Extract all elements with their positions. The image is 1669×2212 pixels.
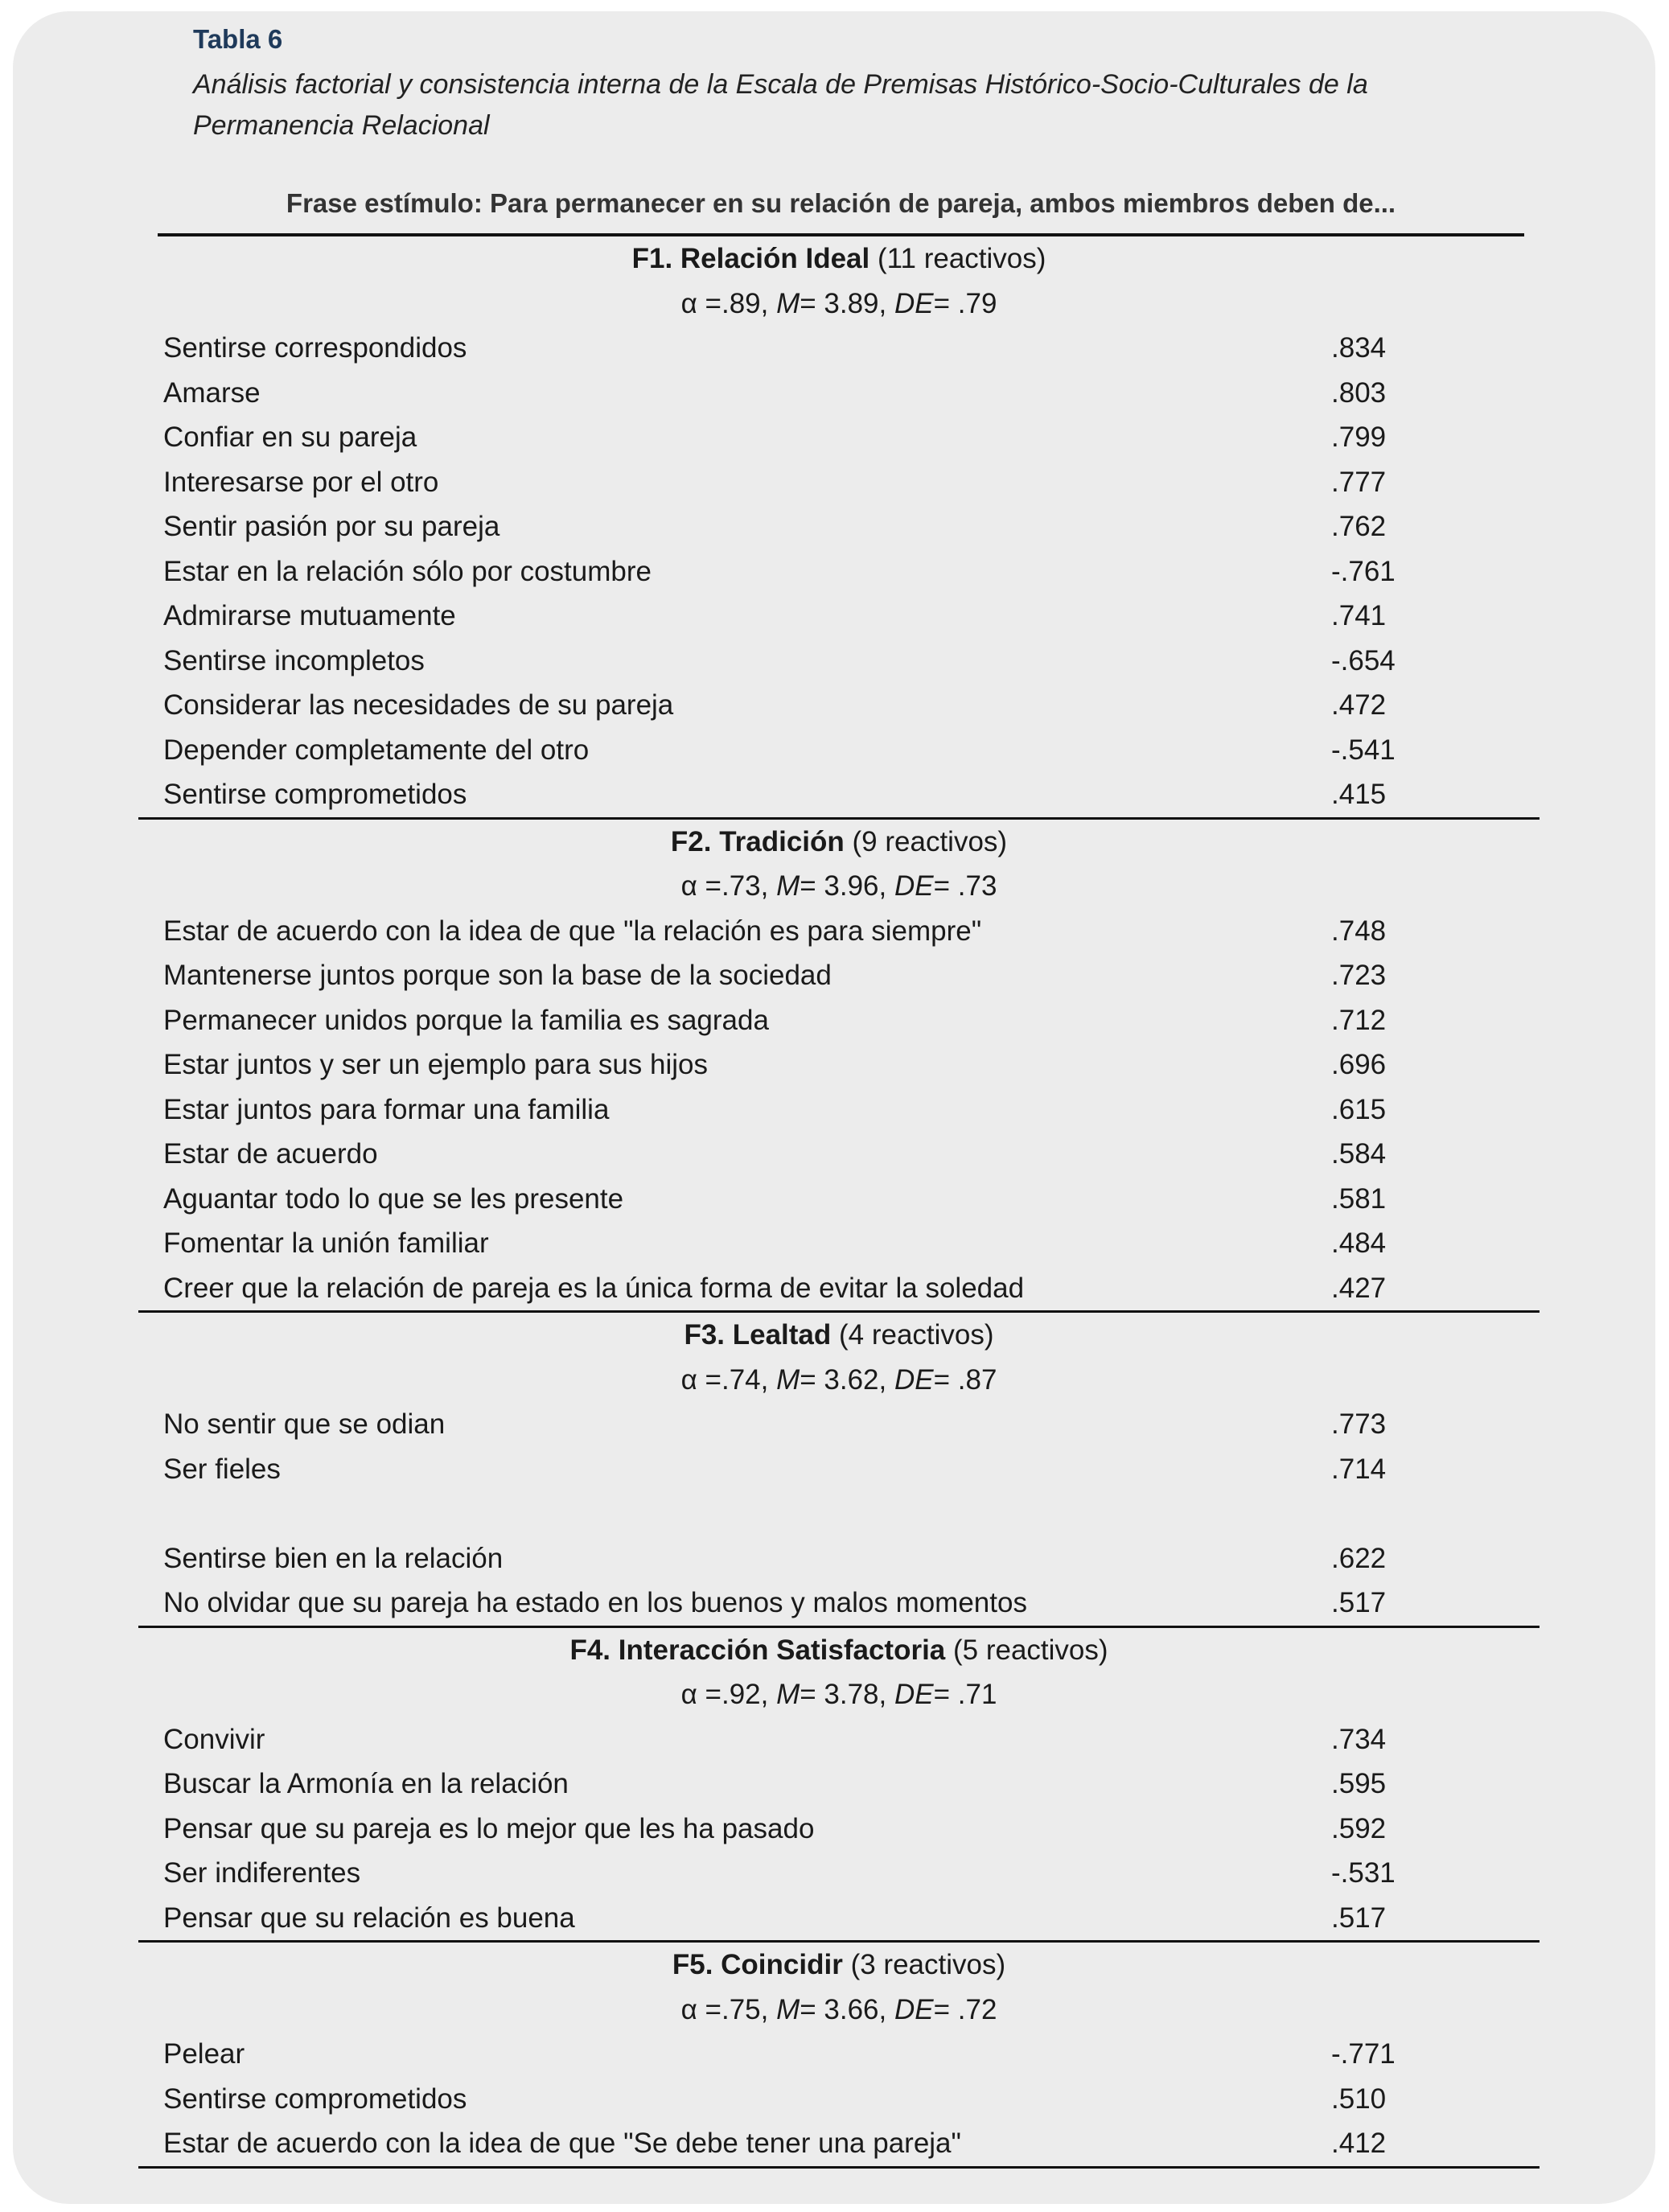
mean-label: M (776, 870, 800, 902)
table-row (138, 1536, 1540, 1581)
factor-loading: .762 (1331, 511, 1387, 542)
item-label: Estar de acuerdo con la idea de que "Se debe tener una pareja" (163, 2128, 961, 2159)
table-row (138, 1762, 1540, 1807)
mean-value: 3.62 (824, 1363, 879, 1396)
item-label: Mantenerse juntos porque son la base de la sociedad (163, 960, 832, 991)
mean-value: 3.66 (824, 1993, 879, 2025)
mean-value: 3.78 (824, 1679, 879, 1710)
table-row (138, 1581, 1540, 1626)
factor-loading: .834 (1331, 332, 1387, 364)
factor-header (138, 1628, 1540, 1673)
factor-stats: α =.89, M= 3.89, DE= .79 (680, 287, 997, 319)
table-row (138, 953, 1540, 998)
sd-value: .72 (957, 1993, 997, 2025)
factor-loading: .741 (1331, 600, 1387, 631)
factor-table (138, 236, 1540, 2169)
item-label: Aguantar todo lo que se les presente (163, 1182, 624, 1215)
item-label: Permanecer unidos porque la familia es sagrada (163, 1004, 769, 1036)
mean-label: M (776, 1363, 800, 1396)
factor-name: F3. Lealtad (684, 1319, 832, 1351)
factor-stats: α =.73, M= 3.96, DE= .73 (680, 870, 997, 902)
mean-label: M (776, 1679, 800, 1710)
sd-value: .79 (957, 287, 997, 319)
factor-loading: .517 (1331, 1587, 1387, 1618)
factor-loading: .592 (1331, 1812, 1387, 1844)
alpha-value: .92 (721, 1679, 761, 1710)
table-row (138, 2032, 1540, 2077)
factor-stats: α =.92, M= 3.78, DE= .71 (680, 1679, 997, 1710)
table-row (138, 998, 1540, 1043)
factor-loading: .412 (1331, 2128, 1387, 2159)
item-label: Interesarse por el otro (163, 466, 439, 498)
sd-value: .73 (957, 870, 997, 902)
item-label: Ser fieles (163, 1453, 281, 1485)
table-row (138, 2077, 1540, 2122)
table-row (138, 1851, 1540, 1896)
factor-stats: α =.75, M= 3.66, DE= .72 (680, 1993, 997, 2025)
alpha-label: α = (680, 1363, 721, 1396)
item-label: Fomentar la unión familiar (163, 1227, 489, 1259)
alpha-label: α = (680, 287, 721, 319)
item-label: Amarse (163, 376, 261, 409)
mean-label: M (776, 1993, 800, 2025)
factor-loading: .622 (1331, 1542, 1387, 1574)
table-row (138, 460, 1540, 505)
sd-label: DE (894, 287, 934, 319)
factor-loading: .472 (1331, 689, 1387, 721)
table-row (138, 639, 1540, 684)
factor-item-count: (5 reactivos) (953, 1634, 1108, 1666)
factor-loading: .748 (1331, 915, 1387, 947)
factor-loading: -.771 (1331, 2038, 1396, 2070)
sd-value: .71 (957, 1679, 997, 1710)
factor-loading: -.541 (1331, 734, 1396, 766)
mean-value: 3.96 (824, 870, 879, 902)
table-row (138, 326, 1540, 371)
factor-header (138, 1313, 1540, 1358)
factor-loading: .427 (1331, 1272, 1387, 1304)
item-label: Pensar que su pareja es lo mejor que les ha pasado (163, 1812, 815, 1844)
table-row (138, 1042, 1540, 1087)
factor-name: F2. Tradición (670, 825, 845, 857)
factor-item-count: (3 reactivos) (850, 1949, 1006, 1980)
item-label: Estar en la relación sólo por costumbre (163, 555, 652, 587)
sd-value: .87 (957, 1363, 997, 1396)
factor-loading: .510 (1331, 2082, 1387, 2115)
factor-loading: .803 (1331, 376, 1387, 409)
mean-label: M (776, 287, 800, 319)
factor-loading: -.531 (1331, 1857, 1396, 1889)
factor-name: F1. Relación Ideal (631, 243, 870, 274)
factor-loading: .517 (1331, 1902, 1387, 1934)
alpha-value: .73 (721, 870, 761, 902)
table-row (138, 728, 1540, 773)
item-label: Sentirse comprometidos (163, 779, 467, 810)
table-row (138, 1177, 1540, 1222)
item-label: Confiar en su pareja (163, 421, 417, 453)
sd-label: DE (894, 1363, 934, 1396)
factor-loading: .484 (1331, 1227, 1387, 1259)
factor-loading: -.654 (1331, 644, 1396, 676)
table-row (138, 1896, 1540, 1941)
alpha-value: .89 (721, 287, 761, 319)
item-label: Estar juntos para formar una familia (163, 1093, 610, 1125)
item-label: Ser indiferentes (163, 1857, 361, 1889)
table-row (138, 1087, 1540, 1133)
table-row (138, 371, 1540, 416)
item-label: No olvidar que su pareja ha estado en los buenos y malos momentos (163, 1587, 1027, 1618)
alpha-label: α = (680, 1993, 721, 2025)
factor-loading: -.761 (1331, 555, 1396, 587)
factor-loading: .723 (1331, 960, 1387, 991)
table-row (138, 1221, 1540, 1266)
table-row (138, 1447, 1540, 1492)
factor-header (138, 236, 1540, 282)
factor-item-count: (4 reactivos) (839, 1319, 994, 1351)
alpha-label: α = (680, 1679, 721, 1710)
factor-loading: .773 (1331, 1408, 1387, 1440)
factor-loading: .415 (1331, 779, 1387, 810)
factor-loading: .799 (1331, 421, 1387, 453)
table-row (138, 594, 1540, 639)
table-row (138, 1266, 1540, 1311)
item-label: Sentir pasión por su pareja (163, 511, 500, 542)
sd-label: DE (894, 1679, 934, 1710)
alpha-label: α = (680, 870, 721, 902)
table-number: Tabla 6 (193, 24, 283, 54)
factor-loading: .696 (1331, 1049, 1387, 1080)
factor-loading: .712 (1331, 1004, 1387, 1036)
item-label: No sentir que se odian (163, 1408, 446, 1440)
factor-item-count: (11 reactivos) (877, 243, 1046, 274)
item-label: Sentirse bien en la relación (163, 1542, 504, 1574)
table-row (138, 2121, 1540, 2166)
factor-item-count: (9 reactivos) (852, 825, 1008, 857)
factor-name: F4. Interacción Satisfactoria (569, 1634, 946, 1666)
table-row (138, 1807, 1540, 1852)
factor-loading: .777 (1331, 466, 1387, 498)
table-row (138, 1132, 1540, 1177)
table-caption: Análisis factorial y consistencia interna de la Escala de Premisas Histórico-Socio-Culturales de la Permanencia Relacional (193, 69, 1368, 141)
item-label: Sentirse comprometidos (163, 2082, 467, 2115)
factor-header (138, 820, 1540, 865)
factor-loading: .734 (1331, 1723, 1387, 1755)
factor-loading: .595 (1331, 1768, 1387, 1799)
table-row (138, 504, 1540, 549)
section-rule (138, 2166, 1540, 2169)
factor-header (138, 1943, 1540, 1988)
item-label: Considerar las necesidades de su pareja (163, 689, 674, 721)
alpha-value: .75 (721, 1993, 761, 2025)
sd-label: DE (894, 1993, 934, 2025)
table-row (138, 683, 1540, 728)
item-label: Pelear (163, 2038, 245, 2070)
item-label: Depender completamente del otro (163, 734, 590, 766)
item-label: Admirarse mutuamente (163, 600, 456, 631)
table-row (138, 1402, 1540, 1447)
item-label: Sentirse incompletos (163, 644, 425, 676)
item-label: Estar juntos y ser un ejemplo para sus hijos (163, 1049, 708, 1080)
table-row (138, 1491, 1540, 1536)
table-row (138, 909, 1540, 954)
item-label: Estar de acuerdo (163, 1138, 378, 1170)
factor-loading: .714 (1331, 1453, 1387, 1485)
table-row (138, 415, 1540, 460)
item-label: Buscar la Armonía en la relación (163, 1768, 569, 1799)
sd-label: DE (894, 870, 934, 902)
factor-loading: .584 (1331, 1138, 1387, 1170)
table-row (138, 1717, 1540, 1762)
stimulus-phrase: Frase estímulo: Para permanecer en su relación de pareja, ambos miembros deben de... (286, 188, 1396, 218)
mean-value: 3.89 (824, 287, 879, 319)
factor-stats: α =.74, M= 3.62, DE= .87 (680, 1363, 997, 1396)
factor-name: F5. Coincidir (672, 1949, 843, 1980)
item-label: Convivir (163, 1723, 265, 1755)
alpha-value: .74 (721, 1363, 761, 1396)
item-label: Creer que la relación de pareja es la única forma de evitar la soledad (163, 1272, 1025, 1304)
factor-loading: .581 (1331, 1182, 1387, 1215)
table-row (138, 549, 1540, 594)
item-label: Estar de acuerdo con la idea de que "la relación es para siempre" (163, 915, 982, 947)
item-label: Sentirse correspondidos (163, 332, 467, 364)
item-label: Pensar que su relación es buena (163, 1902, 575, 1934)
table-row (138, 772, 1540, 817)
factor-loading: .615 (1331, 1093, 1387, 1125)
